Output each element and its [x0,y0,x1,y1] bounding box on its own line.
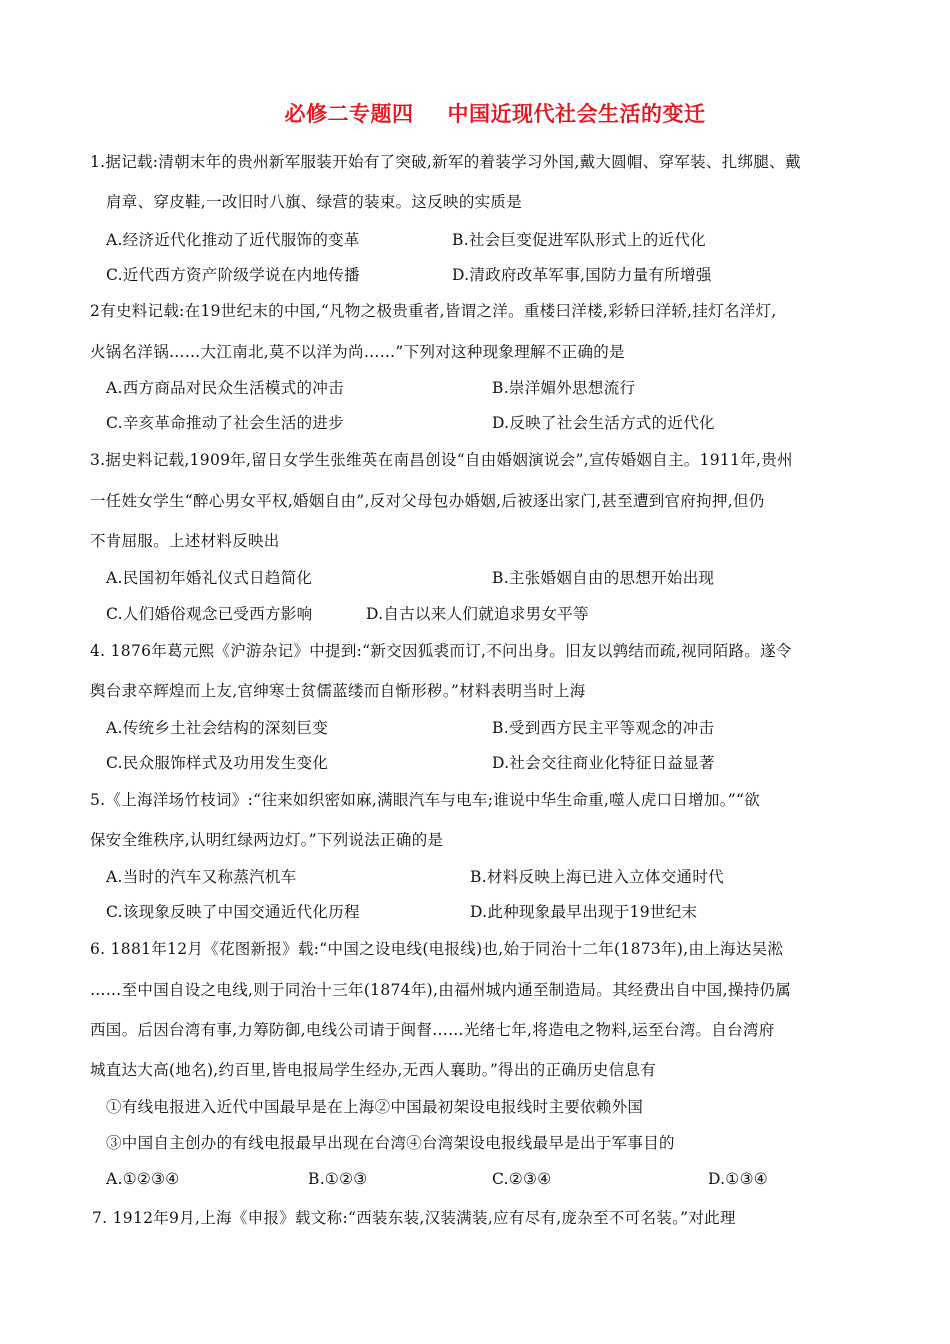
question-5-option-a: A.当时的汽车又称蒸汽机车 [106,868,297,886]
question-3-option-c: C.人们婚俗观念已受西方影响 [106,605,313,623]
question-3-option-d: D.自古以来人们就追求男女平等 [366,605,589,623]
question-1-option-a: A.经济近代化推动了近代服饰的变革 [106,231,360,249]
question-5-line-1: 5.《上海洋场竹枝词》:“往来如织密如麻,满眼汽车与电车;谁说中华生命重,噬人虎口日增加。”“欲 [90,791,761,809]
page-title [0,98,950,128]
question-3-option-b: B.主张婚姻自由的思想开始出现 [492,569,715,587]
question-6-line-2: ……至中国自设之电线,则于同治十三年(1874年),由福州城内通至制造局。其经费出自中国,操持仍属 [90,981,792,999]
question-3-line-2: 一任姓女学生“醉心男女平权,婚姻自由”,反对父母包办婚姻,后被逐出家门,甚至遭到官府拘押,但仍 [90,492,765,510]
question-2-option-a: A.西方商品对民众生活模式的冲击 [106,379,344,397]
question-1-line-1: 1.据记载:清朝末年的贵州新军服装开始有了突破,新军的着装学习外国,戴大圆帽、穿军装、扎绑腿、戴 [90,153,801,171]
question-5-option-d: D.此种现象最早出现于19世纪末 [470,903,698,921]
question-5-option-c: C.该现象反映了中国交通近代化历程 [106,903,360,921]
question-4-option-d: D.社会交往商业化特征日益显著 [492,754,715,772]
question-6-option-a: A.①②③④ [106,1170,180,1188]
question-3-option-a: A.民国初年婚礼仪式日趋简化 [106,569,313,587]
question-5-line-2: 保安全维秩序,认明红绿两边灯。”下列说法正确的是 [90,831,444,849]
question-7-line-1: 7. 1912年9月,上海《申报》载文称:“西装东装,汉装满装,应有尽有,庞杂至不可名装。”对此理 [92,1209,736,1227]
question-3-line-3: 不肯屈服。上述材料反映出 [90,532,280,550]
title-module: 必修二专题四 [284,102,414,126]
question-1-option-d: D.清政府改革军事,国防力量有所增强 [452,266,712,284]
question-1-option-c: C.近代西方资产阶级学说在内地传播 [106,266,360,284]
question-4-line-2: 舆台隶卒辉煌而上友,官绅寒士贫儒蓝缕而自惭形秽。”材料表明当时上海 [90,682,586,700]
question-6-option-d: D.①③④ [708,1170,768,1188]
question-2-option-b: B.崇洋媚外思想流行 [492,379,636,397]
question-6-line-1: 6. 1881年12月《花图新报》载:“中国之设电线(电报线)也,始于同治十二年(1873年),由上海达吴淞 [90,940,784,958]
question-6-option-b: B.①②③ [308,1170,368,1188]
question-4-option-c: C.民众服饰样式及功用发生变化 [106,754,329,772]
question-3-line-1: 3.据史料记载,1909年,留日女学生张维英在南昌创设“自由婚姻演说会”,宣传婚姻自主。1911年,贵州 [90,451,793,469]
question-1-line-2: 肩章、穿皮鞋,一改旧时八旗、绿营的装束。这反映的实质是 [106,193,523,211]
question-6-statement-1: ①有线电报进入近代中国最早是在上海②中国最初架设电报线时主要依赖外国 [106,1098,644,1116]
question-2-option-c: C.辛亥革命推动了社会生活的进步 [106,414,345,432]
title-topic: 中国近现代社会生活的变迁 [447,102,706,126]
question-4-line-1: 4. 1876年葛元熙《沪游杂记》中提到:“新交因狐裘而订,不问出身。旧友以鹑结而疏,视同陌路。遂令 [90,642,792,660]
question-4-option-a: A.传统乡土社会结构的深刻巨变 [106,719,329,737]
question-6-line-3: 西国。后因台湾有事,力筹防御,电线公司请于闽督……光绪七年,将造电之物料,运至台湾。自台湾府 [90,1021,775,1039]
question-6-line-4: 城直达大高(地名),约百里,皆电报局学生经办,无西人襄助。”得出的正确历史信息有 [90,1061,657,1079]
question-2-line-1: 2有史料记载:在19世纪末的中国,“凡物之极贵重者,皆谓之洋。重楼曰洋楼,彩轿曰洋轿,挂灯名洋灯, [90,302,777,320]
question-5-option-b: B.材料反映上海已进入立体交通时代 [470,868,724,886]
question-1-option-b: B.社会巨变促进军队形式上的近代化 [452,231,706,249]
question-2-line-2: 火锅名洋锅……大江南北,莫不以洋为尚……”下列对这种现象理解不正确的是 [90,343,625,361]
question-4-option-b: B.受到西方民主平等观念的冲击 [492,719,715,737]
question-6-option-c: C.②③④ [492,1170,552,1188]
question-2-option-d: D.反映了社会生活方式的近代化 [492,414,715,432]
question-6-statement-2: ③中国自主创办的有线电报最早出现在台湾④台湾架设电报线最早是出于军事目的 [106,1134,675,1152]
